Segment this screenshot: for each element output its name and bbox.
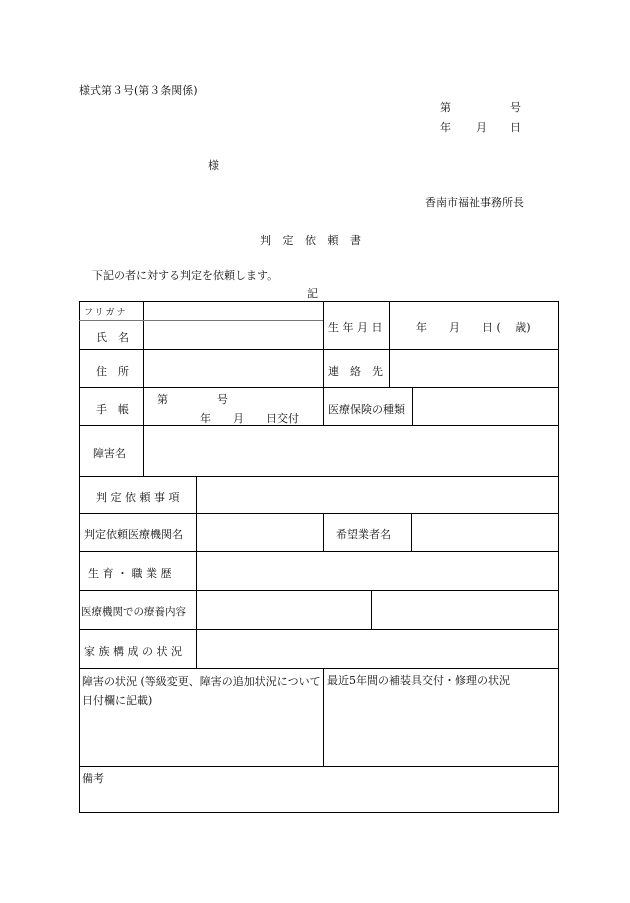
birth-label: 生 年 月 日: [328, 321, 383, 334]
desired-vendor-field[interactable]: [411, 513, 559, 552]
name-label: 氏 名: [96, 331, 129, 344]
recent-5y-label: 最近5年間の補装具交付・修理の状況: [327, 674, 510, 687]
document-title: 判 定 依 頼 書: [260, 234, 365, 247]
disability-field[interactable]: [143, 425, 559, 477]
medical-care-label: 医療機関での療養内容: [81, 606, 186, 618]
disability-label: 障害名: [93, 447, 126, 460]
address-field[interactable]: [143, 349, 324, 388]
number-go: 号: [510, 101, 521, 114]
request-items-field[interactable]: [196, 476, 559, 514]
address-label: 住 所: [96, 365, 129, 378]
career-label: 生 育 ・ 職 業 歴: [88, 567, 172, 580]
addressee-sama: 様: [208, 159, 219, 172]
date-day: 日: [510, 121, 521, 134]
medical-care-field-1[interactable]: [196, 590, 372, 630]
intro-text: 下記の者に対する判定を依頼します。: [92, 269, 279, 282]
request-hospital-label: 判定依頼医療機関名: [84, 528, 183, 541]
contact-label: 連 絡 先: [328, 365, 383, 378]
date-month: 月: [476, 121, 487, 134]
techo-label: 手 帳: [96, 403, 129, 416]
remarks-field[interactable]: [79, 766, 559, 813]
desired-vendor-label: 希望業者名: [336, 528, 391, 541]
insurance-field[interactable]: [412, 387, 559, 426]
disability-status-label: 障害の状況 (等級変更、障害の追加状況について日付欄に記載): [82, 675, 321, 707]
request-hospital-field[interactable]: [196, 513, 324, 552]
ki-mark: 記: [307, 287, 318, 300]
family-field[interactable]: [196, 629, 559, 669]
request-items-label: 判 定 依 頼 事 項: [96, 491, 180, 504]
furigana-label: フリガナ: [84, 308, 128, 318]
techo-go: 号: [217, 393, 228, 406]
issuer: 香南市福祉事務所長: [425, 196, 524, 209]
form-number: 様式第３号(第３条関係): [79, 84, 198, 97]
family-label: 家 族 構 成 の 状 況: [84, 645, 182, 658]
techo-dai: 第: [157, 393, 168, 406]
career-field[interactable]: [196, 551, 559, 591]
insurance-label: 医療保険の種類: [328, 403, 405, 416]
remarks-label: 備考: [82, 772, 104, 785]
birth-value[interactable]: 年 月 日 ( 歳): [416, 321, 531, 334]
number-dai: 第: [440, 101, 451, 114]
medical-care-field-2[interactable]: [371, 590, 559, 630]
date-year: 年: [440, 121, 451, 134]
contact-field[interactable]: [389, 349, 559, 388]
techo-date: 年 月 日交付: [200, 412, 299, 425]
